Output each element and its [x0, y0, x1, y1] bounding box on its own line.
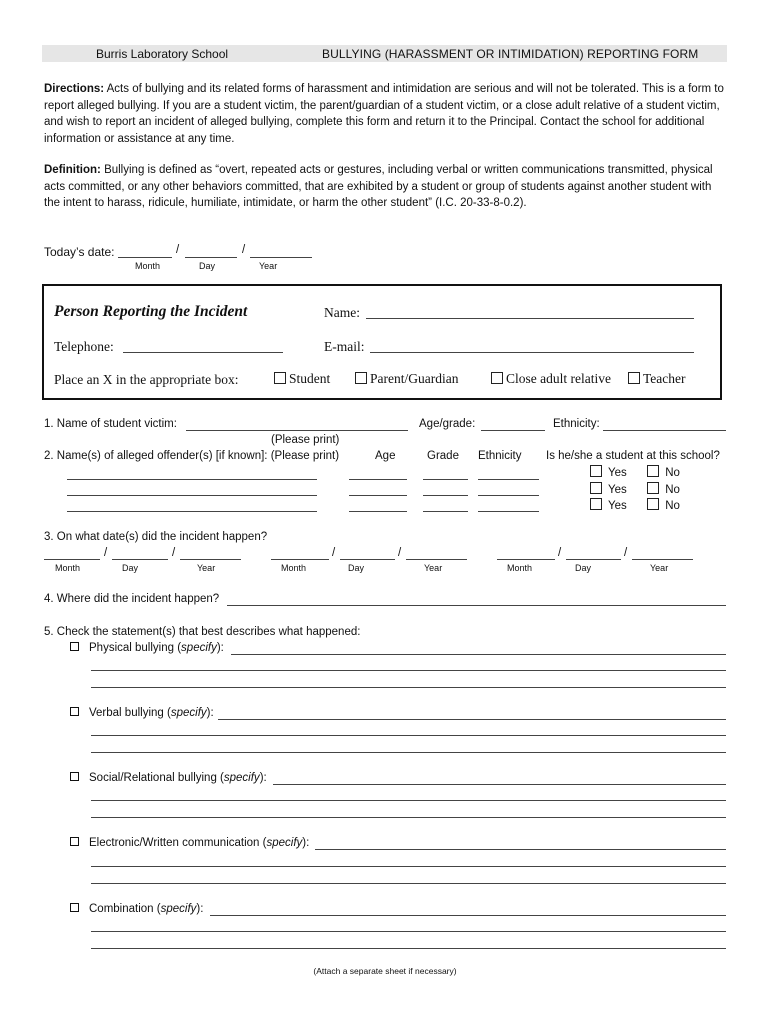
electronic-written-field[interactable] [315, 849, 726, 850]
checkbox-parent-guardian[interactable] [355, 372, 367, 384]
checkbox-yes[interactable] [590, 465, 602, 477]
checkbox-combination[interactable] [70, 903, 79, 912]
incident-date1-month-field[interactable] [44, 559, 100, 560]
offender-age-field-2[interactable] [349, 495, 407, 496]
box-prompt: Place an X in the appropriate box: [54, 372, 239, 387]
date-separator: / [242, 244, 246, 256]
yes-option[interactable]: Yes [590, 465, 627, 479]
q4-label: 4. Where did the incident happen? [44, 593, 220, 605]
checkbox-no[interactable] [647, 498, 659, 510]
option-teacher[interactable]: Teacher [628, 371, 686, 387]
telephone-field[interactable] [123, 352, 283, 353]
year-caption: Year [650, 563, 669, 573]
checkbox-close-adult-relative[interactable] [491, 372, 503, 384]
date-separator: / [332, 547, 336, 559]
checkbox-student[interactable] [274, 372, 286, 384]
offender-age-field-3[interactable] [349, 511, 407, 512]
reporter-name-label: Name: [324, 305, 360, 320]
victim-name-field[interactable] [186, 430, 408, 431]
statement-combination[interactable]: Combination (specify): [70, 903, 203, 915]
q1-ethnicity-label: Ethnicity: [553, 418, 600, 430]
year-caption: Year [424, 563, 443, 573]
email-field[interactable] [370, 352, 694, 353]
offender-ethnicity-field-3[interactable] [478, 511, 539, 512]
form-title: BULLYING (HARASSMENT OR INTIMIDATION) REPORTING FORM [322, 47, 699, 61]
date-separator: / [558, 547, 562, 559]
statement-social-relational-bullying[interactable]: Social/Relational bullying (specify): [70, 772, 267, 784]
checkbox-teacher[interactable] [628, 372, 640, 384]
incident-date2-day-field[interactable] [340, 559, 395, 560]
option-close-adult-relative[interactable]: Close adult relative [491, 371, 611, 387]
no-option[interactable]: No [647, 482, 680, 496]
definition-text: Bullying is defined as “overt, repeated acts or gestures, including verbal or written communications transmitted, physical acts committed, or any other behaviors committed, that are exhibited by a student or group of students against another student with the intent to harass, ridicule, humiliate, intimidate, or harm the other student” (I.C. 20-33-8-0.2). [44, 164, 713, 209]
checkbox-verbal-bullying[interactable] [70, 707, 79, 716]
option-parent-guardian[interactable]: Parent/Guardian [355, 371, 458, 387]
incident-date2-year-field[interactable] [406, 559, 467, 560]
checkbox-no[interactable] [647, 465, 659, 477]
offender-name-field-1[interactable] [67, 479, 317, 480]
option-student[interactable]: Student [274, 371, 330, 387]
no-option[interactable]: No [647, 498, 680, 512]
electronic-written-line[interactable] [91, 883, 726, 884]
q2-col-student: Is he/she a student at this school? [546, 450, 720, 462]
date-separator: / [104, 547, 108, 559]
offender-grade-field-3[interactable] [423, 511, 468, 512]
victim-age-grade-field[interactable] [481, 430, 545, 431]
offender-grade-field-1[interactable] [423, 479, 468, 480]
offender-ethnicity-field-2[interactable] [478, 495, 539, 496]
incident-date1-day-field[interactable] [112, 559, 168, 560]
offender-name-field-3[interactable] [67, 511, 317, 512]
electronic-written-line[interactable] [91, 866, 726, 867]
offender-ethnicity-field-1[interactable] [478, 479, 539, 480]
offender-age-field-1[interactable] [349, 479, 407, 480]
directions-label: Directions: [44, 83, 105, 95]
date-separator: / [624, 547, 628, 559]
q2-col-ethnicity: Ethnicity [478, 450, 522, 462]
checkbox-no[interactable] [647, 482, 659, 494]
day-caption: Day [348, 563, 365, 573]
directions-text: Acts of bullying and its related forms of harassment and intimidation are serious and will not be tolerated. This is a form to report alleged bullying. If you are a student victim, the parent/guardian of a student victim, or a close adult relative of a student victim, and wish to report an incident of alleged bullying, complete this form and return it to the Principal. Contact the school for additional information or assistance at any time. [44, 83, 724, 145]
month-caption: Month [55, 563, 81, 573]
please-print-note: (Please print) [271, 434, 340, 446]
combination-field[interactable] [210, 915, 726, 916]
q1-label: 1. Name of student victim: [44, 418, 177, 430]
month-caption: Month [507, 563, 533, 573]
definition-paragraph [44, 162, 728, 212]
incident-date3-day-field[interactable] [566, 559, 621, 560]
offender-grade-field-2[interactable] [423, 495, 468, 496]
q1-age-grade-label: Age/grade: [419, 418, 476, 430]
q2-col-grade: Grade [427, 450, 459, 462]
incident-date1-year-field[interactable] [180, 559, 241, 560]
q2-col-age: Age [375, 450, 396, 462]
year-caption: Year [197, 563, 216, 573]
day-caption: Day [122, 563, 139, 573]
todays-date-day-field[interactable] [185, 257, 237, 258]
school-name: Burris Laboratory School [96, 47, 229, 61]
incident-date2-month-field[interactable] [271, 559, 329, 560]
checkbox-social-relational-bullying[interactable] [70, 772, 79, 781]
incident-location-field[interactable] [227, 605, 726, 606]
social-bullying-field[interactable] [273, 784, 726, 785]
statement-verbal-bullying[interactable]: Verbal bullying (specify): [70, 707, 214, 719]
checkbox-yes[interactable] [590, 498, 602, 510]
social-bullying-line[interactable] [91, 817, 726, 818]
date-separator: / [176, 244, 180, 256]
year-caption: Year [259, 261, 278, 271]
physical-bullying-line[interactable] [91, 687, 726, 688]
statement-electronic-written[interactable]: Electronic/Written communication (specify): [70, 837, 309, 849]
month-caption: Month [281, 563, 307, 573]
directions-paragraph [44, 81, 728, 147]
q3-label: 3. On what date(s) did the incident happen? [44, 531, 268, 543]
checkbox-electronic-written[interactable] [70, 837, 79, 846]
no-option[interactable]: No [647, 465, 680, 479]
incident-date3-month-field[interactable] [497, 559, 555, 560]
yes-option[interactable]: Yes [590, 498, 627, 512]
checkbox-physical-bullying[interactable] [70, 642, 79, 651]
month-caption: Month [135, 261, 161, 271]
physical-bullying-field[interactable] [231, 654, 726, 655]
victim-ethnicity-field[interactable] [603, 430, 726, 431]
yes-option[interactable]: Yes [590, 482, 627, 496]
q2-label: 2. Name(s) of alleged offender(s) [if known]: (Please print) [44, 450, 340, 462]
todays-date-year-field[interactable] [250, 257, 312, 258]
checkbox-yes[interactable] [590, 482, 602, 494]
day-caption: Day [575, 563, 592, 573]
statement-physical-bullying[interactable]: Physical bullying (specify): [70, 642, 224, 654]
social-bullying-line[interactable] [91, 800, 726, 801]
offender-name-field-2[interactable] [67, 495, 317, 496]
email-label: E-mail: [324, 339, 365, 354]
combination-line[interactable] [91, 948, 726, 949]
day-caption: Day [199, 261, 216, 271]
physical-bullying-line[interactable] [91, 670, 726, 671]
incident-date3-year-field[interactable] [632, 559, 693, 560]
q5-label: 5. Check the statement(s) that best describes what happened: [44, 626, 361, 638]
verbal-bullying-field[interactable] [218, 719, 726, 720]
reporter-name-field[interactable] [366, 318, 694, 319]
verbal-bullying-line[interactable] [91, 752, 726, 753]
date-separator: / [172, 547, 176, 559]
attach-sheet-note: (Attach a separate sheet if necessary) [313, 966, 457, 976]
telephone-label: Telephone: [54, 339, 114, 354]
date-separator: / [398, 547, 402, 559]
definition-label: Definition: [44, 164, 101, 176]
todays-date-label: Today’s date: [44, 245, 115, 259]
reporter-title: Person Reporting the Incident [54, 303, 248, 320]
combination-line[interactable] [91, 931, 726, 932]
todays-date-month-field[interactable] [118, 257, 172, 258]
verbal-bullying-line[interactable] [91, 735, 726, 736]
